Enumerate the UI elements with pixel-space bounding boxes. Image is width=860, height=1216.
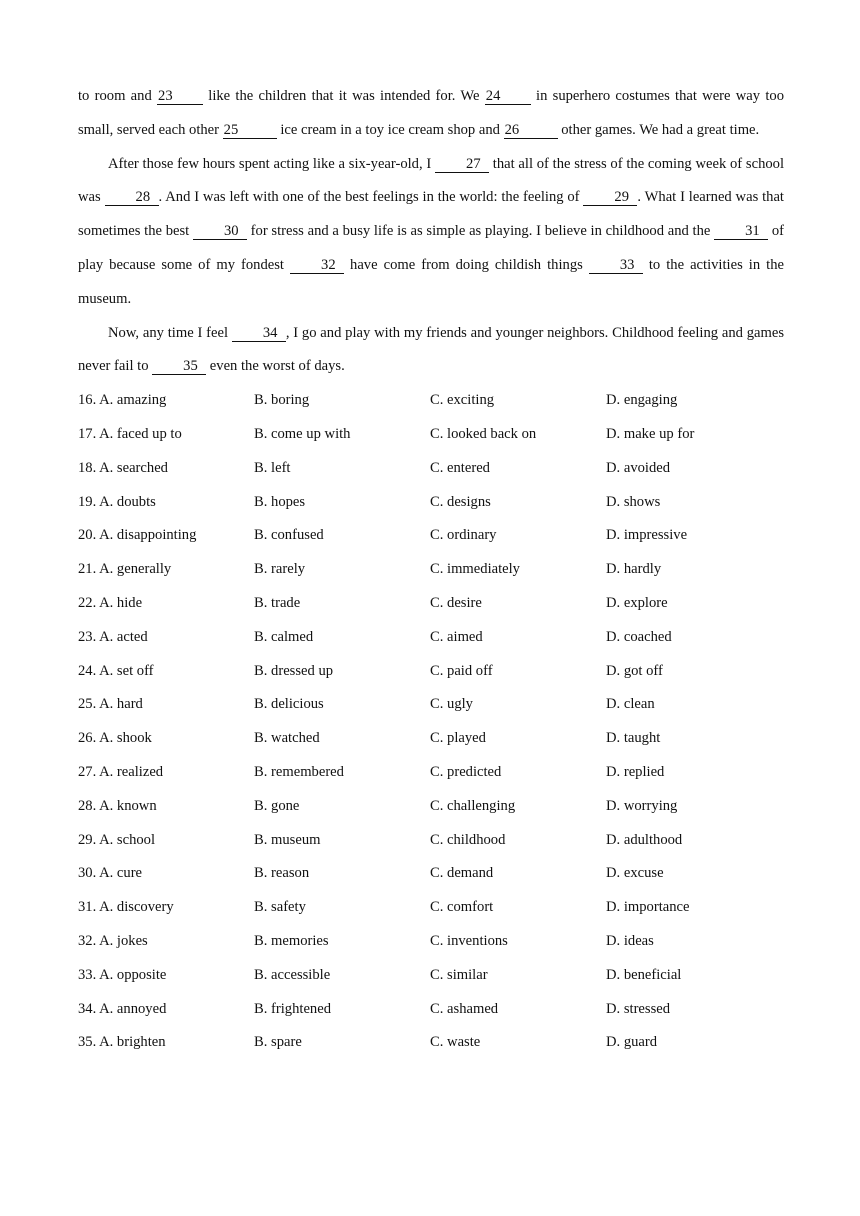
option-c: C. challenging: [430, 797, 516, 814]
blank-34: 34: [232, 325, 286, 342]
passage-text: After those few hours spent acting like a six-year-old, I: [108, 155, 436, 172]
option-b: B. come up with: [254, 425, 351, 442]
option-b: B. rarely: [254, 561, 306, 578]
option-d: D. guard: [606, 1034, 658, 1051]
option-b: B. left: [254, 459, 291, 476]
option-b: B. dressed up: [254, 662, 334, 679]
option-d: D. replied: [606, 763, 665, 780]
passage-text: like the children that it was intended for. We: [203, 88, 485, 104]
option-row: [78, 790, 784, 824]
blank-23: 23: [157, 88, 203, 105]
option-c: C. childhood: [430, 831, 506, 848]
option-a: 28. A. known: [78, 797, 157, 814]
option-a: 31. A. discovery: [78, 899, 174, 916]
option-c: C. demand: [430, 865, 494, 882]
blank-29: 29: [583, 189, 637, 206]
option-b: B. trade: [254, 594, 301, 611]
option-c: C. played: [430, 730, 486, 747]
blank-31: 31: [714, 223, 768, 240]
option-b: B. hopes: [254, 493, 306, 510]
option-b: B. remembered: [254, 763, 344, 780]
option-c: C. predicted: [430, 763, 502, 780]
option-d: D. clean: [606, 696, 655, 713]
option-row: [78, 756, 784, 790]
option-row: [78, 519, 784, 553]
blank-33: 33: [589, 257, 643, 274]
option-a: 27. A. realized: [78, 763, 164, 780]
option-b: B. safety: [254, 899, 306, 916]
passage-text: other games. We had a great time.: [557, 121, 760, 138]
blank-35: 35: [152, 358, 206, 375]
blank-26: 26: [504, 122, 558, 139]
option-a: 18. A. searched: [78, 459, 168, 476]
option-a: 17. A. faced up to: [78, 425, 182, 442]
option-b: B. boring: [254, 392, 310, 409]
option-c: C. desire: [430, 594, 482, 611]
option-c: C. paid off: [430, 662, 493, 679]
option-d: D. engaging: [606, 392, 678, 409]
option-d: D. adulthood: [606, 831, 683, 848]
option-row: [78, 655, 784, 689]
option-row: [78, 553, 784, 587]
passage-text: of play because some of my fondest: [78, 223, 784, 273]
blank-32: 32: [290, 257, 344, 274]
option-d: D. importance: [606, 899, 690, 916]
option-row: [78, 857, 784, 891]
passage-paragraph-1: [78, 80, 784, 148]
answer-options: [78, 384, 784, 1060]
option-c: C. aimed: [430, 628, 483, 645]
option-c: C. exciting: [430, 392, 495, 409]
passage-text: in superhero costumes that were way too small, served each other: [78, 88, 784, 138]
passage-text: . And I was left with one of the best feelings in the world: the feeling of: [158, 189, 584, 206]
passage-text: . What I learned was that sometimes the best: [78, 189, 784, 240]
option-c: C. ugly: [430, 696, 473, 713]
passage-text: have come from doing childish things: [344, 256, 589, 273]
document-page: [78, 80, 784, 1060]
option-b: B. spare: [254, 1034, 302, 1051]
option-a: 29. A. school: [78, 831, 156, 848]
blank-28: 28: [105, 189, 159, 206]
option-row: [78, 486, 784, 520]
option-row: [78, 993, 784, 1027]
option-b: B. watched: [254, 730, 320, 747]
option-a: 33. A. opposite: [78, 966, 167, 983]
option-c: C. comfort: [430, 899, 494, 916]
option-a: 26. A. shook: [78, 730, 152, 747]
option-c: C. entered: [430, 459, 490, 476]
option-a: 20. A. disappointing: [78, 527, 197, 544]
option-a: 21. A. generally: [78, 561, 172, 578]
blank-25: 25: [223, 122, 277, 139]
option-d: D. explore: [606, 594, 668, 611]
passage-text: even the worst of days.: [206, 358, 345, 375]
passage-text: to room and: [78, 88, 158, 104]
option-c: C. inventions: [430, 932, 508, 949]
passage-paragraph-3: [78, 317, 784, 385]
option-c: C. similar: [430, 966, 488, 983]
option-d: D. excuse: [606, 865, 664, 882]
option-c: C. looked back on: [430, 425, 537, 442]
option-row: [78, 384, 784, 418]
option-a: 22. A. hide: [78, 594, 143, 611]
option-c: C. ashamed: [430, 1000, 499, 1017]
option-d: D. make up for: [606, 425, 695, 442]
passage-text: to the activities in the museum.: [78, 256, 784, 307]
option-a: 23. A. acted: [78, 628, 148, 645]
option-d: D. worrying: [606, 797, 678, 814]
option-row: [78, 824, 784, 858]
option-d: D. shows: [606, 493, 661, 510]
option-b: B. calmed: [254, 628, 314, 645]
option-b: B. memories: [254, 932, 329, 949]
option-a: 34. A. annoyed: [78, 1000, 167, 1017]
option-b: B. reason: [254, 865, 310, 882]
passage-text: for stress and a busy life is as simple as playing. I believe in childhood and the: [246, 223, 715, 240]
passage-text: ice cream in a toy ice cream shop and: [276, 121, 504, 138]
option-d: D. ideas: [606, 932, 654, 949]
blank-27: 27: [435, 156, 489, 173]
option-c: C. waste: [430, 1034, 481, 1051]
option-b: B. delicious: [254, 696, 324, 713]
option-a: 35. A. brighten: [78, 1034, 166, 1051]
option-d: D. beneficial: [606, 966, 682, 983]
option-row: [78, 891, 784, 925]
option-row: [78, 418, 784, 452]
option-a: 16. A. amazing: [78, 392, 167, 409]
option-b: B. gone: [254, 797, 300, 814]
passage-text: , I go and play with my friends and younger neighbors. Childhood feeling and games never fail to: [78, 324, 784, 375]
option-b: B. accessible: [254, 966, 331, 983]
option-row: [78, 688, 784, 722]
passage-paragraph-2: [78, 148, 784, 317]
option-row: [78, 621, 784, 655]
option-c: C. designs: [430, 493, 491, 510]
option-a: 25. A. hard: [78, 696, 143, 713]
option-a: 19. A. doubts: [78, 493, 156, 510]
option-d: D. coached: [606, 628, 672, 645]
option-row: [78, 959, 784, 993]
option-d: D. taught: [606, 730, 661, 747]
option-a: 32. A. jokes: [78, 932, 148, 949]
option-b: B. museum: [254, 831, 321, 848]
option-d: D. impressive: [606, 527, 688, 544]
option-d: D. hardly: [606, 561, 662, 578]
option-row: [78, 1026, 784, 1060]
blank-24: 24: [485, 88, 531, 105]
option-a: 30. A. cure: [78, 865, 143, 882]
option-a: 24. A. set off: [78, 662, 154, 679]
option-c: C. immediately: [430, 561, 520, 578]
option-b: B. frightened: [254, 1000, 332, 1017]
passage-text: Now, any time I feel: [108, 324, 232, 341]
option-row: [78, 452, 784, 486]
option-d: D. stressed: [606, 1000, 671, 1017]
passage-text: that all of the stress of the coming week of school was: [78, 155, 785, 206]
option-row: [78, 925, 784, 959]
option-b: B. confused: [254, 527, 324, 544]
option-row: [78, 587, 784, 621]
option-d: D. avoided: [606, 459, 671, 476]
option-d: D. got off: [606, 662, 663, 679]
option-row: [78, 722, 784, 756]
blank-30: 30: [193, 223, 247, 240]
option-c: C. ordinary: [430, 527, 497, 544]
